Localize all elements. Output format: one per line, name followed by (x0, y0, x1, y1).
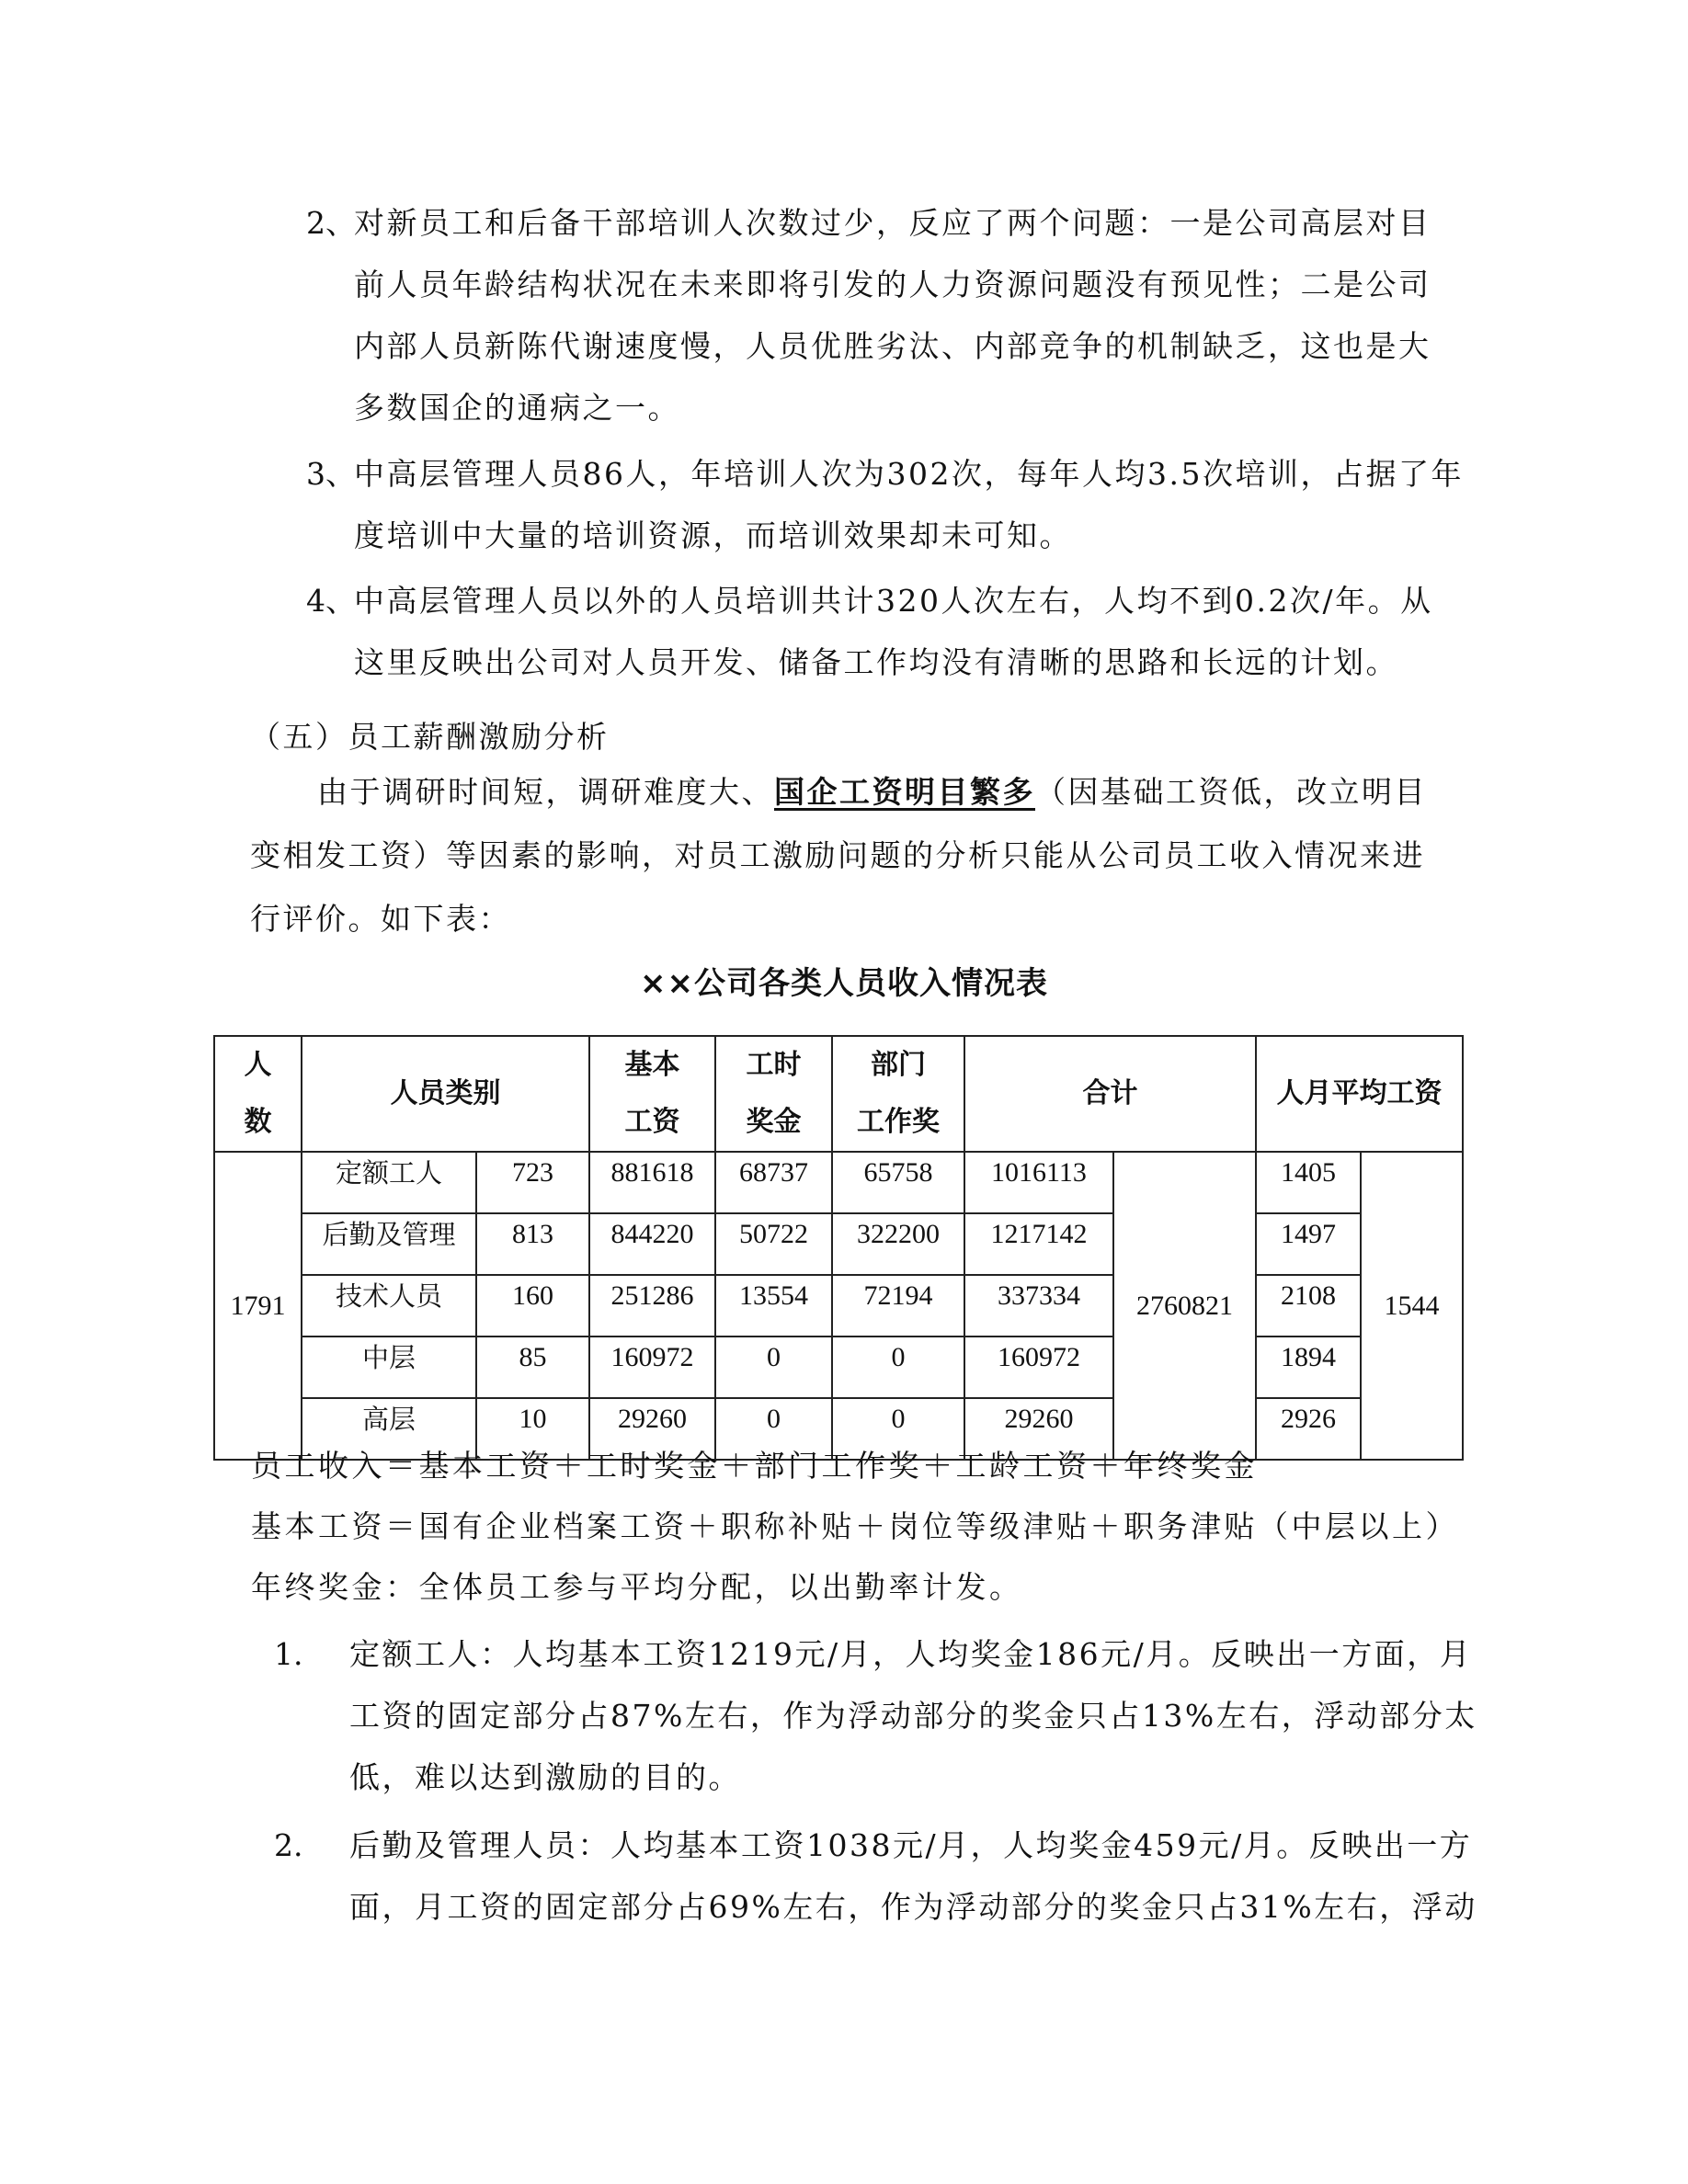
paragraph-line: 行评价。如下表： (250, 901, 511, 937)
header-hour-bonus: 工时 奖金 (715, 1036, 832, 1152)
list-item-line: 前人员年龄结构状况在未来即将引发的人力资源问题没有预见性；二是公司 (354, 267, 1431, 302)
subtotal-cell: 1016113 (964, 1152, 1113, 1213)
header-headcount: 人 数 (214, 1036, 302, 1152)
category-cell: 中层 (302, 1337, 476, 1398)
category-cell: 高层 (302, 1398, 476, 1460)
list-item-line: 多数国企的通病之一。 (354, 390, 680, 426)
hour-bonus-cell: 0 (715, 1398, 832, 1460)
income-table (213, 1035, 1464, 1461)
base-cell: 160972 (589, 1337, 715, 1398)
section-heading: （五）员工薪酬激励分析 (250, 719, 610, 755)
list-marker: 2、 (306, 205, 356, 241)
hour-bonus-cell: 0 (715, 1337, 832, 1398)
underlined-phrase: 国企工资明目繁多 (774, 774, 1035, 810)
base-cell: 29260 (589, 1398, 715, 1460)
category-cell: 后勤及管理 (302, 1213, 476, 1275)
subtotal-cell: 1217142 (964, 1213, 1113, 1275)
list-marker: 3、 (306, 456, 356, 492)
list-item-line: 面，月工资的固定部分占69%左右，作为浮动部分的奖金只占31%左右，浮动 (349, 1889, 1477, 1925)
paragraph-line (317, 774, 1427, 811)
list-marker: 4、 (306, 583, 356, 619)
list-item-line: 工资的固定部分占87%左右，作为浮动部分的奖金只占13%左右，浮动部分太 (349, 1698, 1477, 1734)
header-total: 合计 (964, 1036, 1256, 1152)
list-item-line: 中高层管理人员以外的人员培训共计320人次左右，人均不到0.2次/年。从 (354, 583, 1433, 619)
paragraph-text: 由于调研时间短，调研难度大、 (317, 774, 774, 810)
table-row (214, 1275, 1463, 1337)
hour-bonus-cell: 13554 (715, 1275, 832, 1337)
list-item-line: 低，难以达到激励的目的。 (349, 1759, 741, 1795)
dept-bonus-cell: 72194 (832, 1275, 964, 1337)
count-cell: 723 (476, 1152, 589, 1213)
dept-bonus-cell: 0 (832, 1398, 964, 1460)
list-marker: 1. (274, 1636, 303, 1672)
subtotal-cell: 29260 (964, 1398, 1113, 1460)
table-header-row (214, 1036, 1463, 1152)
list-item-line: 定额工人：人均基本工资1219元/月，人均奖金186元/月。反映出一方面，月 (349, 1636, 1473, 1672)
category-cell: 定额工人 (302, 1152, 476, 1213)
list-item-line: 度培训中大量的培训资源，而培训效果却未可知。 (354, 518, 1072, 553)
base-cell: 251286 (589, 1275, 715, 1337)
subtotal-cell: 160972 (964, 1337, 1113, 1398)
header-monthly-average: 人月平均工资 (1256, 1036, 1463, 1152)
category-cell: 技术人员 (302, 1275, 476, 1337)
count-cell: 85 (476, 1337, 589, 1398)
avg-cell: 2108 (1256, 1275, 1361, 1337)
list-item-line: 内部人员新陈代谢速度慢，人员优胜劣汰、内部竞争的机制缺乏，这也是大 (354, 328, 1431, 364)
dept-bonus-cell: 0 (832, 1337, 964, 1398)
grand-total-cell: 2760821 (1113, 1152, 1256, 1460)
header-category: 人员类别 (302, 1036, 589, 1152)
formula-line: 年终奖金：全体员工参与平均分配，以出勤率计发。 (251, 1569, 1023, 1605)
table-row (214, 1337, 1463, 1398)
table-title: ××公司各类人员收入情况表 (640, 965, 1048, 1002)
formula-line: 基本工资＝国有企业档案工资＋职称补贴＋岗位等级津贴＋职务津贴（中层以上） (251, 1508, 1459, 1544)
list-item-line: 对新员工和后备干部培训人次数过少，反应了两个问题：一是公司高层对目 (354, 205, 1431, 241)
avg-cell: 1405 (1256, 1152, 1361, 1213)
count-cell: 160 (476, 1275, 589, 1337)
avg-cell: 2926 (1256, 1398, 1361, 1460)
table-row (214, 1152, 1463, 1213)
base-cell: 881618 (589, 1152, 715, 1213)
list-marker: 2. (274, 1827, 303, 1863)
list-item-line: 后勤及管理人员：人均基本工资1038元/月，人均奖金459元/月。反映出一方 (349, 1827, 1473, 1863)
paragraph-line: 变相发工资）等因素的影响，对员工激励问题的分析只能从公司员工收入情况来进 (250, 837, 1425, 873)
formula-line: 员工收入＝基本工资＋工时奖金＋部门工作奖＋工龄工资＋年终奖金 (251, 1448, 1258, 1484)
header-dept-bonus: 部门 工作奖 (832, 1036, 964, 1152)
avg-cell: 1894 (1256, 1337, 1361, 1398)
base-cell: 844220 (589, 1213, 715, 1275)
list-item-line: 这里反映出公司对人员开发、储备工作均没有清晰的思路和长远的计划。 (354, 644, 1398, 680)
overall-avg-cell: 1544 (1361, 1152, 1463, 1460)
dept-bonus-cell: 322200 (832, 1213, 964, 1275)
dept-bonus-cell: 65758 (832, 1152, 964, 1213)
list-item-line: 中高层管理人员86人，年培训人次为302次，每年人均3.5次培训，占据了年 (354, 456, 1464, 492)
paragraph-text: （因基础工资低，改立明目 (1035, 774, 1427, 810)
count-cell: 10 (476, 1398, 589, 1460)
count-cell: 813 (476, 1213, 589, 1275)
header-base-salary: 基本 工资 (589, 1036, 715, 1152)
avg-cell: 1497 (1256, 1213, 1361, 1275)
table-row (214, 1213, 1463, 1275)
hour-bonus-cell: 50722 (715, 1213, 832, 1275)
total-headcount-cell: 1791 (214, 1152, 302, 1460)
subtotal-cell: 337334 (964, 1275, 1113, 1337)
hour-bonus-cell: 68737 (715, 1152, 832, 1213)
